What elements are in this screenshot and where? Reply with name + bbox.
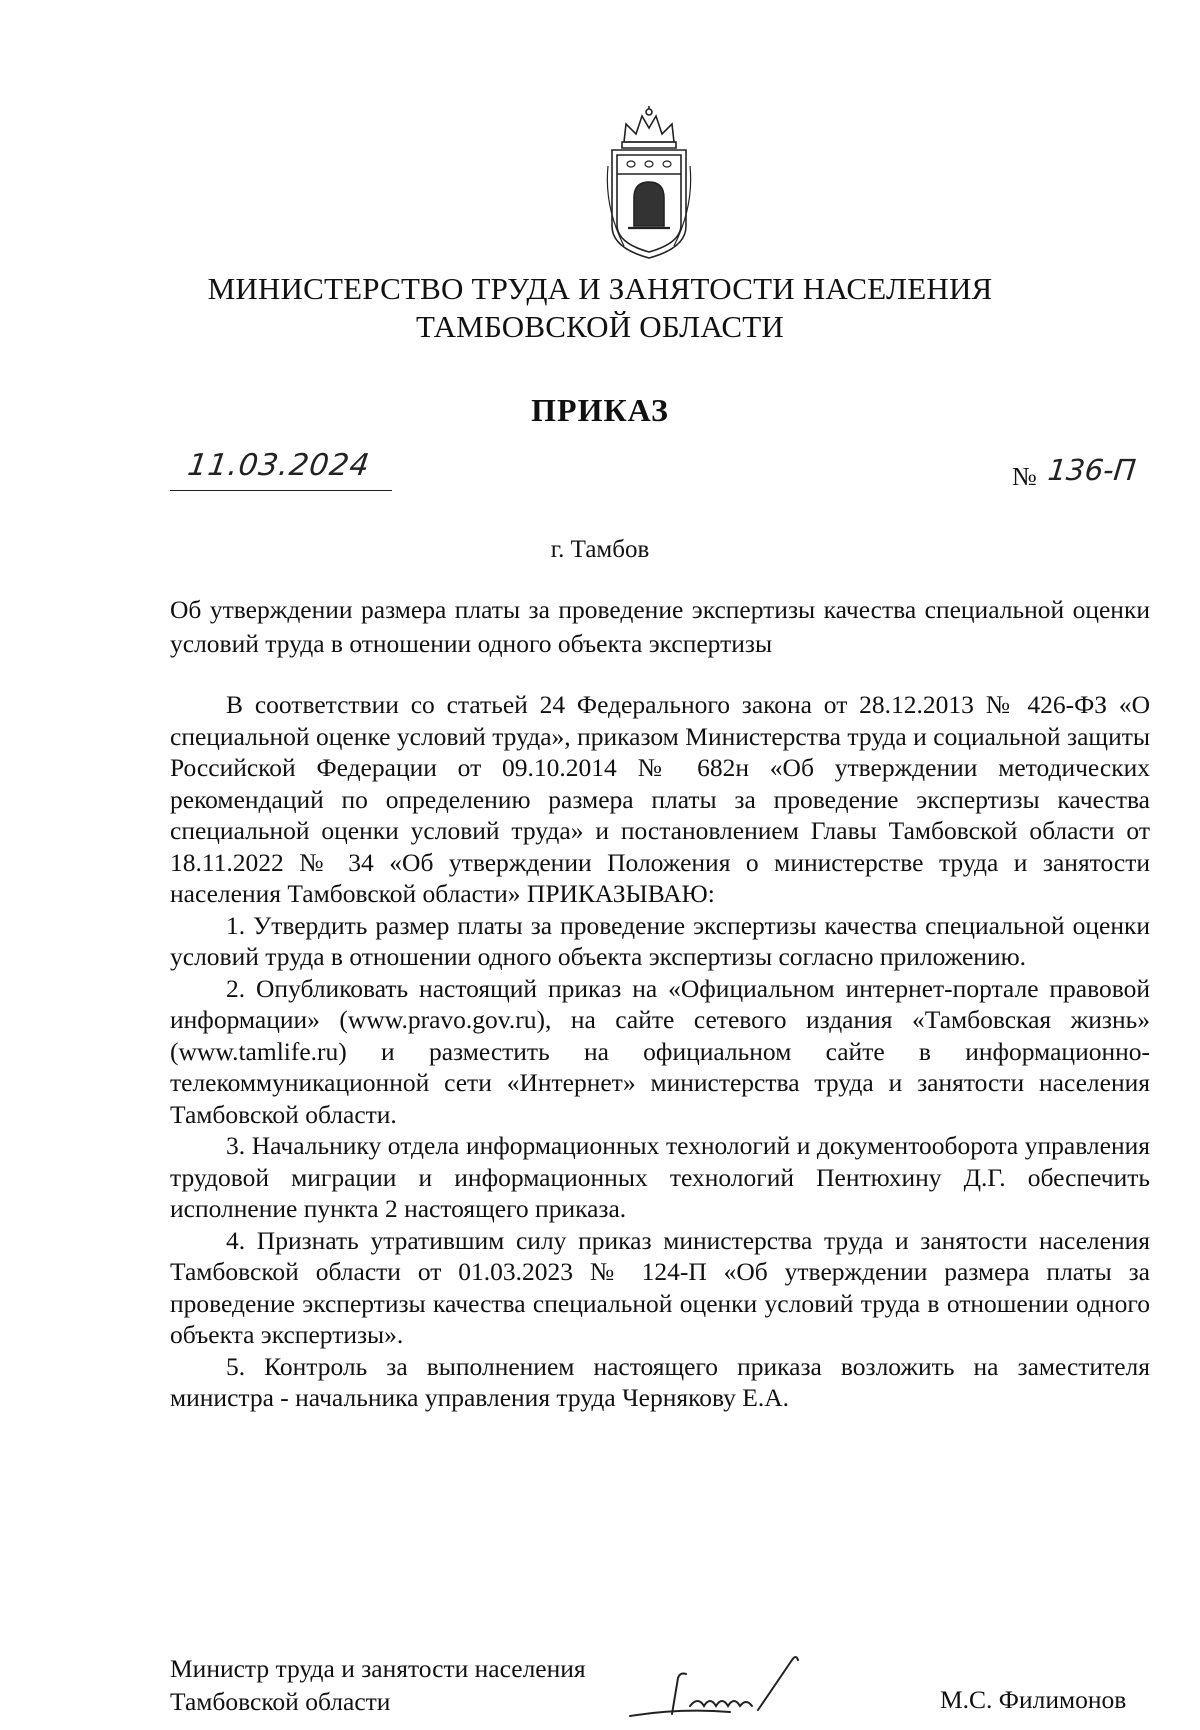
document-type-title: ПРИКАЗ: [531, 392, 669, 428]
number-label: №: [1012, 462, 1037, 491]
clause-5: 5. Контроль за выполнением настоящего приказа возложить на заместителя министра - начальника управления труда Чернякову Е.А.: [170, 1351, 1150, 1412]
handwritten-signature: [620, 1650, 850, 1730]
ministry-name-line2: ТАМБОВСКОЙ ОБЛАСТИ: [416, 309, 784, 344]
ministry-name-line1: МИНИСТЕРСТВО ТРУДА И ЗАНЯТОСТИ НАСЕЛЕНИЯ: [207, 271, 993, 306]
clause-4: 4. Признать утратившим силу приказ министерства труда и занятости населения Тамбовской области от 01.03.2023 № 124-П «Об утверждении размера платы за проведение экспертизы качества специальной оценки условий труда в отношении одного объекта экспертизы».: [170, 1225, 1150, 1349]
clause-1: 1. Утвердить размер платы за проведение экспертизы качества специальной оценки условий труда в отношении одного объекта экспертизы согласно приложению.: [170, 910, 1150, 971]
signatory-position-line1: Министр труда и занятости населения: [170, 1654, 586, 1683]
order-body: [170, 689, 1150, 1414]
handwritten-number: 136-П: [1046, 453, 1138, 487]
date-value: 11.03.2024: [185, 448, 373, 483]
signatory-position: [170, 1652, 586, 1718]
preamble-paragraph: В соответствии со статьей 24 Федерального закона от 28.12.2013 № 426-ФЗ «О специальной оценке условий труда», приказом Министерства труда и социальной защиты Российской Федерации от 09.10.2014 № 682н «Об утверждении методических рекомендаций по определению размера платы за проведение экспертизы качества специальной оценки условий труда» и постановлением Главы Тамбовской области от 18.11.2022 № 34 «Об утверждении Положения о министерстве труда и занятости населения Тамбовской области» ПРИКАЗЫВАЮ:: [170, 690, 1150, 908]
signatory-name: М.С. Филимонов: [940, 1685, 1127, 1714]
clause-3: 3. Начальнику отдела информационных технологий и документооборота управления трудовой миграции и информационных технологий Пентюхину Д.Г. обеспечить исполнение пункта 2 настоящего приказа.: [170, 1131, 1150, 1223]
city-line: г. Тамбов: [550, 536, 650, 563]
coat-of-arms-emblem: [604, 106, 694, 266]
order-subject: Об утверждении размера платы за проведение экспертизы качества специальной оценки условий труда в отношении одного объекта экспертизы: [170, 595, 1150, 658]
signatory-position-line2: Тамбовской области: [170, 1687, 391, 1716]
clause-2: 2. Опубликовать настоящий приказ на «Официальном интернет-портале правовой информации» (www.pravo.gov.ru), на сайте сетевого издания «Тамбовская жизнь» (www.tamlife.ru) и разместить на официальном сайте в информационно-телекоммуникационной сети «Интернет» министерства труда и занятости населения Тамбовской области.: [170, 973, 1150, 1129]
handwritten-date: [170, 446, 392, 491]
ministry-name: [170, 270, 1030, 346]
